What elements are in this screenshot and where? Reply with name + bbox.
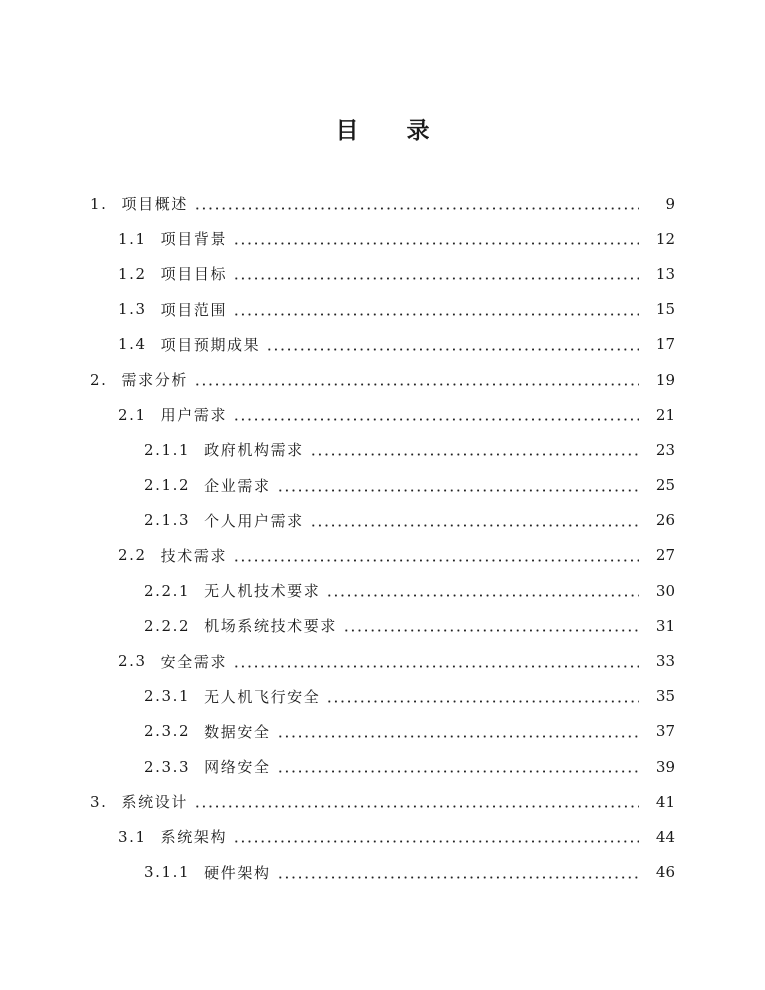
toc-entry-page-number: 41 bbox=[655, 792, 675, 811]
toc-entry-page-number: 31 bbox=[655, 616, 675, 635]
toc-entry-number: 3.1 bbox=[118, 827, 147, 846]
toc-entry-number: 1.3 bbox=[118, 300, 147, 319]
toc-entry[interactable] bbox=[0, 855, 765, 890]
toc-entry-label: 个人用户需求 bbox=[204, 511, 304, 530]
toc-entry-label: 硬件架构 bbox=[204, 863, 271, 882]
dot-leader bbox=[233, 665, 639, 668]
toc-entry[interactable] bbox=[0, 221, 765, 256]
toc-entry-page-number: 23 bbox=[655, 440, 675, 459]
dot-leader bbox=[310, 453, 639, 456]
toc-entry-number: 2.3.1 bbox=[144, 687, 191, 706]
toc-entry-page-number: 35 bbox=[655, 687, 675, 706]
toc-entry-page-number: 26 bbox=[655, 511, 675, 530]
dot-leader bbox=[194, 383, 639, 386]
toc-entry[interactable] bbox=[0, 362, 765, 397]
toc-entry-label: 无人机飞行安全 bbox=[204, 687, 321, 706]
toc-entry-page-number: 39 bbox=[655, 757, 675, 776]
toc-entry-label: 用户需求 bbox=[160, 406, 228, 425]
dot-leader bbox=[233, 559, 639, 562]
dot-leader bbox=[310, 524, 639, 527]
toc-entry-number: 2.3.2 bbox=[144, 722, 191, 741]
toc-entry-label: 项目背景 bbox=[160, 230, 228, 249]
toc-title-char-1: 目 bbox=[335, 118, 359, 144]
toc-entry-label: 数据安全 bbox=[204, 722, 271, 741]
toc-entry[interactable] bbox=[0, 608, 765, 643]
dot-leader bbox=[266, 348, 639, 351]
toc-entry-number: 1. bbox=[90, 194, 108, 213]
toc-entry-page-number: 46 bbox=[655, 863, 675, 882]
toc-entry-label: 无人机技术要求 bbox=[204, 582, 321, 601]
dot-leader bbox=[194, 207, 639, 210]
dot-leader bbox=[277, 735, 639, 738]
toc-entry-number: 2.1.1 bbox=[144, 440, 191, 459]
toc-entry-page-number: 21 bbox=[655, 405, 675, 424]
toc-entry-page-number: 30 bbox=[655, 581, 675, 600]
toc-entry-number: 2.2.2 bbox=[144, 616, 191, 635]
toc-entry-page-number: 44 bbox=[655, 827, 675, 846]
toc-entry-page-number: 17 bbox=[655, 335, 675, 354]
toc-entry-number: 1.2 bbox=[118, 264, 147, 283]
toc-entry[interactable] bbox=[0, 292, 765, 327]
toc-entry-number: 1.4 bbox=[118, 335, 147, 354]
toc-entry-page-number: 25 bbox=[655, 476, 675, 495]
toc-entry-number: 3. bbox=[90, 792, 108, 811]
toc-entry-label: 项目预期成果 bbox=[160, 335, 261, 354]
dot-leader bbox=[233, 418, 639, 421]
dot-leader bbox=[277, 876, 639, 879]
dot-leader bbox=[326, 700, 639, 703]
toc-entry[interactable] bbox=[0, 819, 765, 854]
toc-entry-page-number: 15 bbox=[655, 300, 675, 319]
toc-entry-number: 2.2.1 bbox=[144, 581, 191, 600]
toc-entry-label: 项目概述 bbox=[121, 195, 188, 214]
dot-leader bbox=[277, 489, 639, 492]
toc-entry-label: 企业需求 bbox=[204, 476, 271, 495]
dot-leader bbox=[343, 629, 639, 632]
dot-leader bbox=[326, 594, 639, 597]
toc-entry-number: 2.1.3 bbox=[144, 511, 191, 530]
toc-entry-page-number: 33 bbox=[655, 652, 675, 671]
toc-entry-label: 政府机构需求 bbox=[204, 441, 304, 460]
toc-entry-label: 项目范围 bbox=[160, 300, 228, 319]
toc-entry[interactable] bbox=[0, 749, 765, 784]
toc-entry-page-number: 27 bbox=[655, 546, 675, 565]
toc-title bbox=[0, 112, 765, 145]
toc-title-char-2: 录 bbox=[406, 118, 430, 144]
toc-entry[interactable] bbox=[0, 714, 765, 749]
toc-entry-page-number: 12 bbox=[655, 229, 675, 248]
toc-entry-label: 安全需求 bbox=[160, 652, 228, 671]
toc-entry-number: 2.3 bbox=[118, 652, 147, 671]
toc-entry-number: 3.1.1 bbox=[144, 863, 191, 882]
toc-entry[interactable] bbox=[0, 432, 765, 467]
toc-entry[interactable] bbox=[0, 538, 765, 573]
toc-entry-label: 需求分析 bbox=[121, 371, 188, 390]
toc-entry[interactable] bbox=[0, 784, 765, 819]
toc-entry[interactable] bbox=[0, 643, 765, 678]
toc-entry-page-number: 9 bbox=[665, 194, 675, 213]
toc-entry-number: 2.1.2 bbox=[144, 476, 191, 495]
toc-entry[interactable] bbox=[0, 256, 765, 291]
toc-list bbox=[0, 186, 765, 890]
toc-entry-label: 技术需求 bbox=[160, 546, 228, 565]
toc-entry[interactable] bbox=[0, 573, 765, 608]
toc-entry-label: 系统设计 bbox=[121, 793, 188, 812]
toc-entry-number: 2.2 bbox=[118, 546, 147, 565]
toc-entry[interactable] bbox=[0, 186, 765, 221]
toc-entry-number: 2. bbox=[90, 370, 108, 389]
toc-entry-page-number: 13 bbox=[655, 264, 675, 283]
toc-entry-page-number: 19 bbox=[655, 370, 675, 389]
toc-entry[interactable] bbox=[0, 327, 765, 362]
toc-entry-number: 2.3.3 bbox=[144, 757, 191, 776]
dot-leader bbox=[233, 277, 639, 280]
toc-entry-label: 系统架构 bbox=[160, 828, 228, 847]
toc-entry-label: 机场系统技术要求 bbox=[204, 617, 337, 636]
dot-leader bbox=[194, 805, 639, 808]
toc-entry-label: 网络安全 bbox=[204, 758, 271, 777]
dot-leader bbox=[233, 313, 639, 316]
dot-leader bbox=[277, 770, 639, 773]
toc-entry-label: 项目目标 bbox=[160, 265, 228, 284]
toc-entry[interactable] bbox=[0, 397, 765, 432]
toc-entry[interactable] bbox=[0, 679, 765, 714]
toc-entry[interactable] bbox=[0, 503, 765, 538]
toc-entry-number: 1.1 bbox=[118, 229, 147, 248]
dot-leader bbox=[233, 242, 639, 245]
toc-entry-page-number: 37 bbox=[655, 722, 675, 741]
toc-entry-number: 2.1 bbox=[118, 405, 147, 424]
toc-entry[interactable] bbox=[0, 468, 765, 503]
dot-leader bbox=[233, 840, 639, 843]
